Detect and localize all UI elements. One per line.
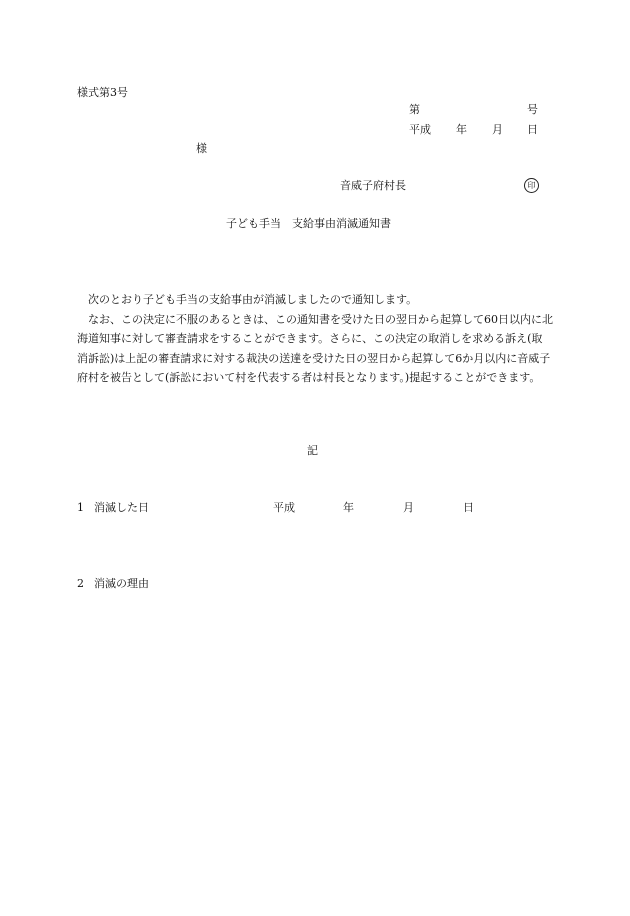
- date-year: 年: [456, 123, 467, 136]
- doc-number-prefix: 第: [409, 103, 420, 116]
- date-month: 月: [492, 123, 503, 136]
- item-1-day: 日: [463, 501, 474, 514]
- body-paragraph-2: なお、この決定に不服のあるときは、この通知書を受けた日の翌日から起算して60日以内に北海道知事に対して審査請求をすることができます。さらに、この決定の取消しを求める訴え(取消訴訟)は上記の審査請求に対する裁決の送達を受けた日の翌日から起算して6か月以内に音威子府村を被告として(訴訟において村を代表する者は村長となります。)提起することができます。: [77, 312, 553, 384]
- doc-number-suffix: 号: [527, 103, 538, 116]
- body-paragraph-1: 次のとおり子ども手当の支給事由が消滅しましたので通知します。: [88, 293, 418, 306]
- item-1-year: 年: [343, 501, 354, 514]
- item-1-label: 消滅した日: [94, 501, 149, 514]
- item-2-number: 2: [77, 577, 84, 590]
- item-1-number: 1: [77, 501, 84, 514]
- recipient-honorific: 様: [196, 142, 207, 155]
- body-text: [77, 290, 553, 388]
- document-title: 子ども手当 支給事由消滅通知書: [226, 217, 391, 230]
- item-1-month: 月: [403, 501, 414, 514]
- sender-name: 音威子府村長: [340, 179, 406, 192]
- ki-heading: 記: [307, 444, 318, 457]
- seal-stamp: 印: [524, 178, 539, 193]
- date-era: 平成: [409, 123, 431, 136]
- item-2-label: 消滅の理由: [94, 577, 149, 590]
- date-day: 日: [527, 123, 538, 136]
- item-1-era: 平成: [273, 501, 295, 514]
- form-number: 様式第3号: [77, 86, 128, 99]
